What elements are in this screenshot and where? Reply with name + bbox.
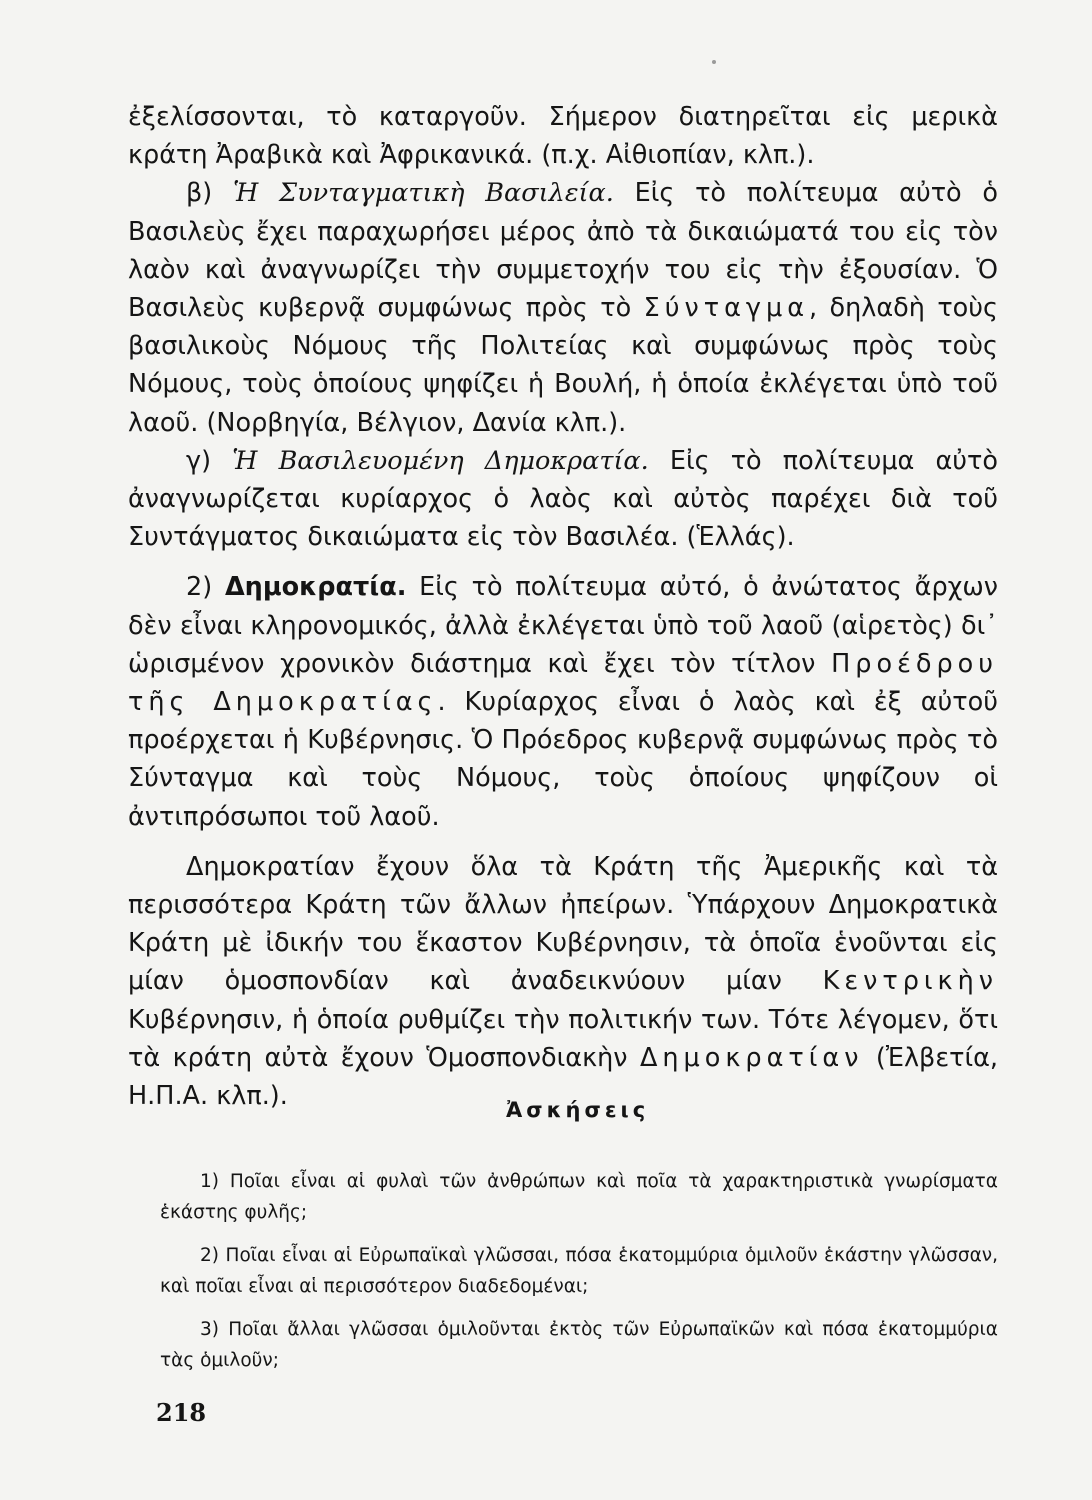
exercises-heading: Ἀσκήσεις	[506, 1098, 650, 1122]
section-title: Δημοκρατία.	[224, 572, 407, 603]
paragraph-crowned-democracy	[128, 442, 998, 557]
section-title: Ἡ Συνταγματικὴ Βασιλεία.	[232, 178, 614, 209]
paragraph-text: Κυβέρνησιν, ἡ ὁποία ρυθμίζει τὴν πολιτικήν των. Τότε λέγομεν, ὅτι τὰ κράτη αὐτὰ ἔχουν Ὁμοσπονδιακὴν	[128, 1004, 998, 1073]
section-title: Ἡ Βασιλευομένη Δημοκρατία.	[232, 445, 649, 476]
page-number: 218	[156, 1398, 207, 1427]
paragraph-intro-text: ἐξελίσσονται, τὸ καταργοῦν. Σήμερον διατηρεῖται εἰς μερικὰ κράτη Ἀραβικὰ καὶ Ἀφρικανικά. (π.χ. Αἰθιοπίαν, κλπ.).	[128, 102, 998, 171]
paragraph-text: . Κυρίαρχος εἶναι ὁ λαὸς καὶ ἐξ αὐτοῦ προέρχεται ἡ Κυβέρνησις. Ὁ Πρόεδρος κυβερνᾷ συμφώνως πρὸς τὸ Σύνταγμα καὶ τοὺς Νόμους, τοὺς ὁποίους ψηφίζουν οἱ ἀντιπρόσωποι τοῦ λαοῦ.	[128, 687, 998, 832]
paragraph-democracy	[128, 568, 998, 835]
emphasized-term: Προέδρου τῆς Δημοκρατίας	[128, 648, 998, 718]
paragraph-text: Δημοκρατίαν ἔχουν ὅλα τὰ Κράτη τῆς Ἀμερικῆς καὶ τὰ περισσότερα Κράτη τῶν ἄλλων ἠπείρων. Ὑπάρχουν Δημοκρατικὰ Κράτη μὲ ἰδικήν του ἕκαστον Κυβέρνησιν, τὰ ὁποῖα ἑνοῦνται εἰς μίαν ὁμοσπονδίαν καὶ ἀναδεικνύουν μίαν	[128, 851, 998, 997]
paragraph-intro	[128, 98, 998, 174]
emphasized-term: Δημοκρατίαν	[639, 1042, 864, 1073]
body-text	[128, 98, 998, 1115]
paragraph-text: Εἰς τὸ πολίτευμα αὐτὸ ὁ Βασιλεὺς ἔχει παραχωρήσει μέρος ἀπὸ τὰ δικαιώματά του εἰς τὸν λαὸν καὶ ἀναγνωρίζει τὴν συμμετοχήν του εἰς τὴν ἐξουσίαν. Ὁ Βασιλεὺς κυβερνᾷ συμφώνως πρὸς τὸ	[128, 178, 999, 324]
item-marker: β)	[186, 178, 233, 209]
paper-speck	[712, 60, 716, 64]
paragraph-text: (Ἐλβετία, Η.Π.Α. κλπ.).	[128, 1042, 998, 1112]
item-marker: γ)	[186, 445, 233, 476]
exercise-item: 2) Ποῖαι εἶναι αἱ Εὐρωπαϊκαὶ γλῶσσαι, πόσα ἑκατομμύρια ὁμιλοῦν ἑκάστην γλῶσσαν, καὶ ποῖαι εἶναι αἱ περισσότερον διαδεδομέναι;	[160, 1245, 998, 1297]
paragraph-text: Εἰς τὸ πολίτευμα αὐτὸ ἀναγνωρίζεται κυρίαρχος ὁ λαὸς καὶ αὐτὸς παρέχει διὰ τοῦ Συντάγματος δικαιώματα εἰς τὸν Βασιλέα. (Ἑλλάς).	[128, 445, 998, 553]
exercise-item: 3) Ποῖαι ἄλλαι γλῶσσαι ὁμιλοῦνται ἐκτὸς τῶν Εὐρωπαϊκῶν καὶ πόσα ἑκατομμύρια τὰς ὁμιλοῦν;	[160, 1319, 998, 1371]
paragraph-text: Εἰς τὸ πολίτευμα αὐτό, ὁ ἀνώτατος ἄρχων δὲν εἶναι κληρονομικός, ἀλλὰ ἐκλέγεται ὑπὸ τοῦ λαοῦ (αἱρετὸς) δι᾿ ὡρισμένον χρονικὸν διάστημα καὶ ἔχει τὸν τίτλον	[128, 572, 998, 679]
emphasized-term: Κεντρικὴν	[822, 966, 998, 997]
exercises-list	[160, 1166, 998, 1388]
paragraph-constitutional-monarchy	[128, 174, 998, 441]
emphasized-term: Σύνταγμα	[643, 293, 810, 324]
paragraph-text: , δηλαδὴ τοὺς βασιλικοὺς Νόμους τῆς Πολιτείας καὶ συμφώνως πρὸς τοὺς Νόμους, τοὺς ὁποίους ψηφίζει ἡ Βουλή, ἡ ὁποία ἐκλέγεται ὑπὸ τοῦ λαοῦ. (Νορβηγία, Βέλγιον, Δανία κλπ.).	[128, 293, 998, 438]
item-marker: 2)	[186, 572, 225, 603]
paragraph-federations	[128, 848, 998, 1115]
exercise-item: 1) Ποῖαι εἶναι αἱ φυλαὶ τῶν ἀνθρώπων καὶ ποῖα τὰ χαρακτηριστικὰ γνωρίσματα ἑκάστης φυλῆς;	[160, 1171, 998, 1223]
